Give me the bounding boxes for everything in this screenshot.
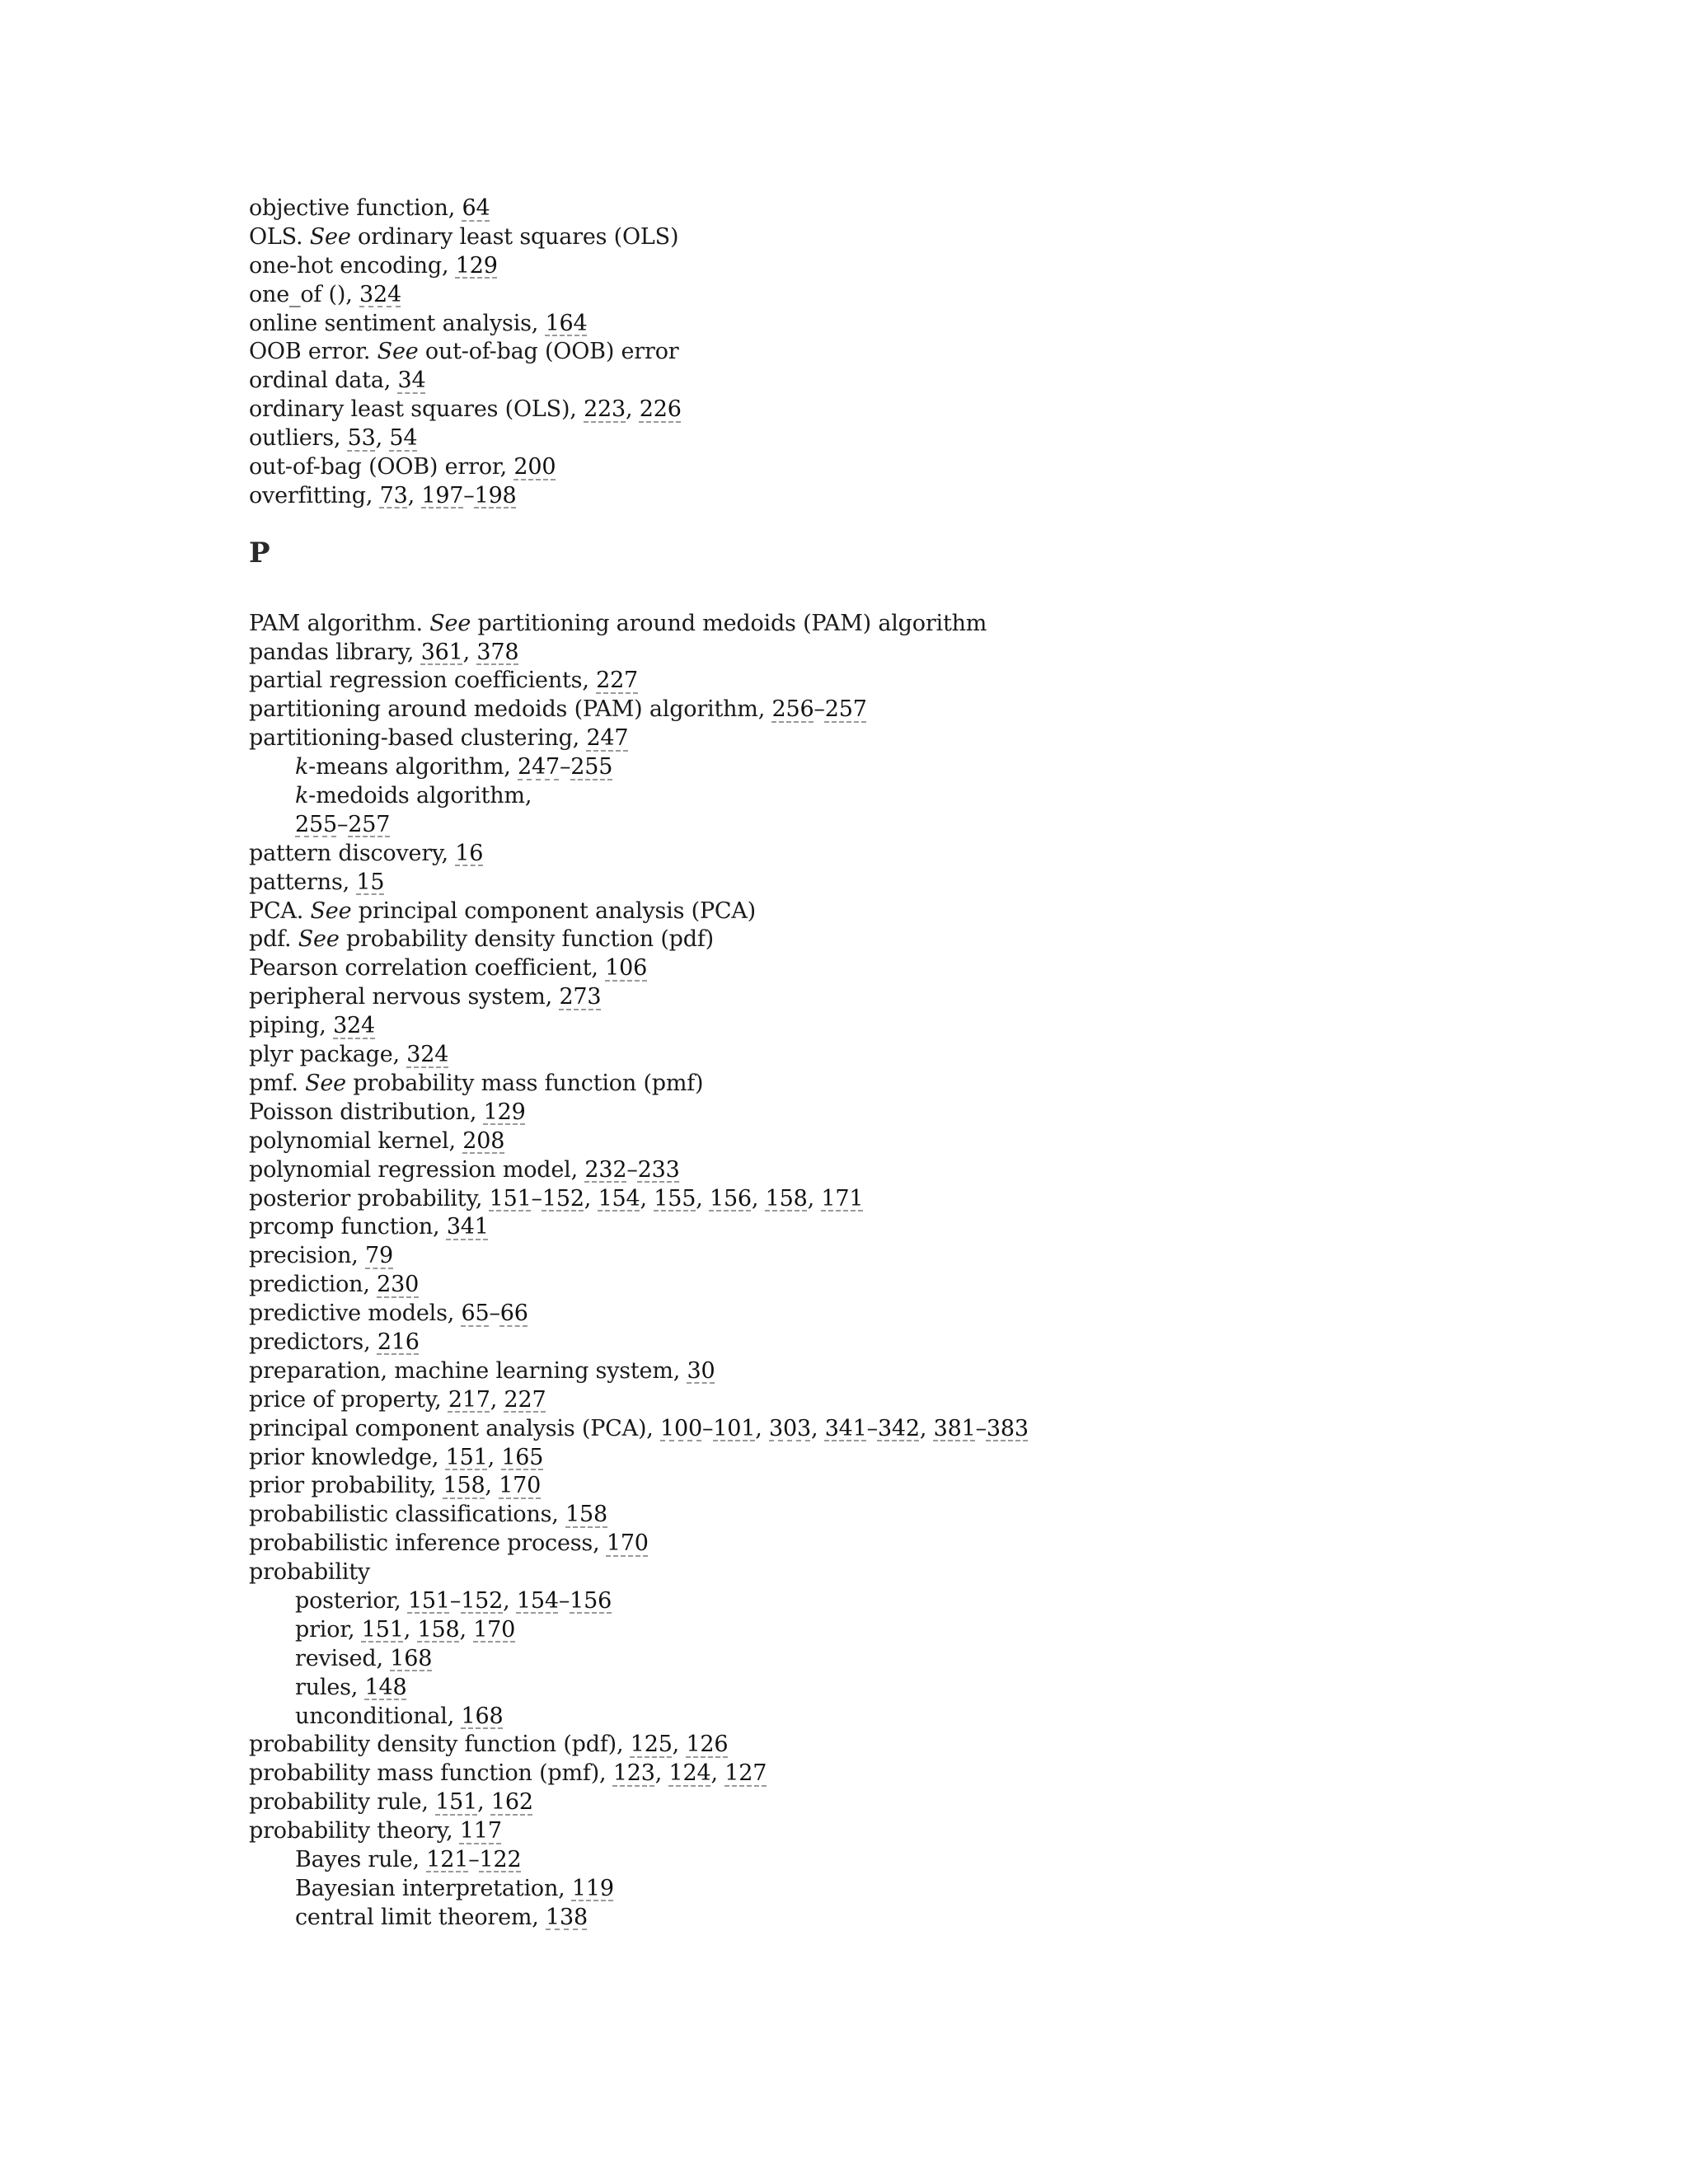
- entry-text: ,: [477, 1789, 491, 1816]
- index-entry: [249, 424, 1485, 453]
- entry-text: probability: [249, 1559, 370, 1586]
- index-entry: [249, 1817, 1485, 1846]
- entry-text: posterior,: [295, 1587, 408, 1614]
- entry-text: –: [468, 1846, 480, 1872]
- index-entry: [249, 1788, 1485, 1817]
- page-link[interactable]: 378: [476, 639, 519, 665]
- index-subentry: [249, 1587, 1485, 1616]
- index-page: [249, 194, 1485, 1933]
- entry-text: ,: [490, 1386, 504, 1413]
- entry-text: probability density function (pdf): [339, 926, 714, 953]
- page-link[interactable]: 247: [518, 754, 560, 780]
- page-link[interactable]: 232: [584, 1156, 627, 1183]
- page-link[interactable]: 64: [462, 195, 490, 221]
- italic-text: k: [295, 783, 309, 809]
- entry-text: ,: [919, 1415, 934, 1441]
- page-link[interactable]: 154: [598, 1185, 640, 1212]
- entry-text: probabilistic inference process,: [249, 1530, 607, 1557]
- page-link[interactable]: 381: [933, 1415, 976, 1441]
- index-subentry: [249, 1645, 1485, 1674]
- page-link[interactable]: 200: [513, 454, 556, 480]
- entry-text: –: [463, 482, 475, 509]
- italic-text: See: [377, 339, 419, 365]
- index-entry: [249, 194, 1485, 223]
- index-entry: [249, 1012, 1485, 1041]
- page-link[interactable]: 151: [407, 1587, 450, 1614]
- entry-text: ,: [485, 1473, 499, 1499]
- page-link[interactable]: 303: [769, 1415, 811, 1441]
- entry-text: probability theory,: [249, 1818, 460, 1844]
- page-link[interactable]: 79: [365, 1243, 393, 1269]
- index-entry: [249, 1444, 1485, 1473]
- entry-text: -medoids algorithm,: [308, 783, 532, 809]
- entry-text: –: [336, 811, 349, 837]
- entry-text: central limit theorem,: [295, 1904, 546, 1930]
- index-entry: [249, 610, 1485, 639]
- entry-text: probability rule,: [249, 1789, 436, 1816]
- page-link[interactable]: 216: [377, 1329, 420, 1355]
- page-link[interactable]: 198: [474, 482, 517, 509]
- index-entry: [249, 482, 1485, 511]
- page-link[interactable]: 257: [348, 811, 391, 837]
- page-link[interactable]: 123: [612, 1760, 655, 1787]
- index-entry: [249, 1127, 1485, 1156]
- page-link[interactable]: 223: [584, 396, 626, 423]
- page-link[interactable]: 155: [654, 1185, 696, 1212]
- entry-text: unconditional,: [295, 1703, 462, 1729]
- index-entry: [249, 1329, 1485, 1357]
- index-entry: [249, 1386, 1485, 1415]
- page-link[interactable]: 15: [356, 869, 385, 895]
- entry-text: prior knowledge,: [249, 1444, 446, 1470]
- page-link[interactable]: 324: [359, 281, 401, 307]
- entry-text: one-hot encoding,: [249, 252, 456, 279]
- index-subentry: [249, 1904, 1485, 1933]
- index-entry: [249, 696, 1485, 724]
- entry-text: Poisson distribution,: [249, 1099, 484, 1125]
- index-subentry: [249, 1875, 1485, 1904]
- index-entry: [249, 1300, 1485, 1329]
- italic-text: k: [295, 754, 309, 780]
- page-link[interactable]: 256: [771, 696, 814, 723]
- entry-text: ,: [584, 1185, 598, 1212]
- index-entry: [249, 453, 1485, 482]
- entry-text: online sentiment analysis,: [249, 310, 546, 336]
- page-link[interactable]: 227: [596, 668, 639, 694]
- entry-text: pandas library,: [249, 639, 421, 665]
- entry-text: pattern discovery,: [249, 840, 456, 866]
- page-link[interactable]: 158: [765, 1185, 808, 1212]
- entry-text: ,: [672, 1732, 687, 1758]
- page-link[interactable]: 158: [443, 1473, 485, 1499]
- index-entry: [249, 396, 1485, 424]
- entry-text: overfitting,: [249, 482, 380, 509]
- entry-text: rules,: [295, 1674, 365, 1700]
- entry-text: probability mass function (pmf),: [249, 1760, 613, 1787]
- entry-text: pmf.: [249, 1070, 306, 1096]
- entry-text: –: [449, 1587, 462, 1614]
- entry-text: posterior probability,: [249, 1185, 490, 1212]
- page-link[interactable]: 324: [406, 1042, 449, 1068]
- entry-text: Bayes rule,: [295, 1846, 427, 1872]
- entry-text: predictive models,: [249, 1301, 462, 1327]
- entry-text: peripheral nervous system,: [249, 984, 560, 1010]
- entry-text: ordinary least squares (OLS): [350, 223, 679, 250]
- index-entry: [249, 926, 1485, 954]
- page-link[interactable]: 34: [397, 368, 426, 394]
- page-link[interactable]: 156: [570, 1587, 612, 1614]
- entry-text: revised,: [295, 1645, 391, 1671]
- page-link[interactable]: 158: [417, 1616, 460, 1643]
- entry-text: prior,: [295, 1616, 362, 1643]
- entry-text: partitioning around medoids (PAM) algorithm: [471, 610, 987, 636]
- page-link[interactable]: 65: [461, 1301, 490, 1327]
- page-link[interactable]: 324: [333, 1013, 376, 1039]
- index-entry: [249, 639, 1485, 668]
- entry-text: patterns,: [249, 869, 357, 895]
- page-link[interactable]: 341: [446, 1214, 489, 1240]
- page-link[interactable]: 170: [499, 1473, 542, 1499]
- entry-text: ,: [710, 1760, 725, 1787]
- entry-text: –: [559, 754, 571, 780]
- entry-text: –: [701, 1415, 714, 1441]
- index-entry: [249, 1185, 1485, 1214]
- page-link[interactable]: 151: [435, 1789, 478, 1816]
- entry-text: ,: [375, 425, 390, 452]
- entry-text: OLS.: [249, 223, 310, 250]
- page-link[interactable]: 168: [390, 1645, 433, 1671]
- page-link[interactable]: 170: [473, 1616, 516, 1643]
- index-subentry: [249, 1674, 1485, 1703]
- index-entry: [249, 840, 1485, 869]
- entry-text: outliers,: [249, 425, 348, 452]
- entry-text: ordinal data,: [249, 368, 398, 394]
- index-entry: [249, 898, 1485, 926]
- entry-text: partial regression coefficients,: [249, 668, 597, 694]
- index-entry: [249, 252, 1485, 281]
- index-entry: [249, 1472, 1485, 1501]
- entry-text: –: [814, 696, 825, 723]
- entry-text: ,: [751, 1185, 766, 1212]
- page-link[interactable]: 54: [389, 425, 418, 452]
- index-entry: [249, 1558, 1485, 1587]
- italic-text: See: [310, 898, 352, 924]
- entry-text: one_of (),: [249, 281, 359, 307]
- page-link[interactable]: 152: [461, 1587, 504, 1614]
- entry-text: –: [975, 1415, 987, 1441]
- index-entry: [249, 1242, 1485, 1271]
- page-link[interactable]: 171: [821, 1185, 864, 1212]
- entry-text: ,: [407, 482, 422, 509]
- page-link[interactable]: 16: [455, 840, 484, 866]
- index-entry: [249, 1271, 1485, 1300]
- index-entry: [249, 954, 1485, 983]
- page-link[interactable]: 73: [379, 482, 408, 509]
- page-link[interactable]: 100: [660, 1415, 702, 1441]
- italic-text: See: [309, 223, 351, 250]
- page-link[interactable]: 197: [421, 482, 464, 509]
- page-link[interactable]: 255: [295, 811, 337, 837]
- page-link[interactable]: 208: [462, 1127, 505, 1154]
- page-link[interactable]: 127: [724, 1760, 767, 1787]
- index-entry: [249, 724, 1485, 753]
- entry-text: –: [531, 1185, 542, 1212]
- entry-text: pdf.: [249, 926, 298, 953]
- page-link[interactable]: 162: [490, 1789, 533, 1816]
- index-entry: [249, 310, 1485, 339]
- entry-text: polynomial regression model,: [249, 1156, 585, 1183]
- entry-text: ,: [640, 1185, 654, 1212]
- page-link[interactable]: 383: [986, 1415, 1029, 1441]
- page-link[interactable]: 129: [483, 1099, 526, 1125]
- index-entry: [249, 1760, 1485, 1788]
- index-entry: [249, 1213, 1485, 1242]
- page-link[interactable]: 129: [455, 252, 498, 279]
- entry-text: –: [626, 1156, 638, 1183]
- entry-text: piping,: [249, 1013, 334, 1039]
- entry-text: probability mass function (pmf): [345, 1070, 704, 1096]
- page-link[interactable]: 151: [361, 1616, 404, 1643]
- page-link[interactable]: 53: [347, 425, 376, 452]
- entry-text: partitioning around medoids (PAM) algorithm,: [249, 696, 772, 723]
- page-link[interactable]: 138: [546, 1904, 588, 1930]
- entry-text: objective function,: [249, 195, 462, 221]
- entry-text: probability density function (pdf),: [249, 1732, 631, 1758]
- index-subentry: [249, 782, 1485, 811]
- page-link[interactable]: 119: [571, 1875, 614, 1901]
- index-subentry: [249, 1846, 1485, 1875]
- entry-text: plyr package,: [249, 1042, 407, 1068]
- index-entry: [249, 869, 1485, 898]
- index-entry: [249, 667, 1485, 696]
- page-link[interactable]: 341: [824, 1415, 867, 1441]
- index-entry: [249, 1070, 1485, 1099]
- entry-text: ordinary least squares (OLS),: [249, 396, 584, 423]
- page-link[interactable]: 122: [479, 1846, 522, 1872]
- page-link[interactable]: 342: [877, 1415, 920, 1441]
- index-entry: [249, 223, 1485, 252]
- entry-text: -means algorithm,: [308, 754, 518, 780]
- section-heading: P: [249, 536, 270, 569]
- page-link[interactable]: 101: [713, 1415, 756, 1441]
- page-link[interactable]: 156: [709, 1185, 752, 1212]
- page-link[interactable]: 151: [445, 1444, 488, 1470]
- index-subentry: [249, 811, 1485, 840]
- entry-text: prediction,: [249, 1272, 377, 1298]
- page-link[interactable]: 257: [824, 696, 867, 723]
- entry-text: ,: [807, 1185, 822, 1212]
- index-entry: [249, 1731, 1485, 1760]
- entry-text: predictors,: [249, 1329, 377, 1355]
- entry-text: ,: [462, 639, 477, 665]
- entry-text: ,: [487, 1444, 502, 1470]
- index-entry: [249, 338, 1485, 367]
- entry-text: price of property,: [249, 1386, 448, 1413]
- page-link[interactable]: 273: [559, 984, 602, 1010]
- entry-text: prcomp function,: [249, 1214, 447, 1240]
- entry-text: Pearson correlation coefficient,: [249, 955, 606, 982]
- page-link[interactable]: 165: [501, 1444, 544, 1470]
- page-link[interactable]: 30: [687, 1357, 715, 1384]
- index-entry: [249, 1041, 1485, 1070]
- entry-text: out-of-bag (OOB) error,: [249, 454, 514, 480]
- italic-text: See: [298, 926, 340, 953]
- index-entry: [249, 983, 1485, 1012]
- page-link[interactable]: 66: [499, 1301, 528, 1327]
- page-link[interactable]: 126: [686, 1732, 729, 1758]
- entry-text: PCA.: [249, 898, 311, 924]
- index-subentry: [249, 1703, 1485, 1732]
- page-link[interactable]: 227: [504, 1386, 546, 1413]
- entry-text: OOB error.: [249, 339, 377, 365]
- page-link[interactable]: 158: [565, 1502, 607, 1528]
- entry-text: ,: [459, 1616, 474, 1643]
- index-subentry: [249, 753, 1485, 782]
- entry-text: ,: [810, 1415, 825, 1441]
- entry-text: probabilistic classifications,: [249, 1502, 566, 1528]
- entry-text: ,: [403, 1616, 418, 1643]
- page-link[interactable]: 152: [542, 1185, 584, 1212]
- entry-text: ,: [755, 1415, 769, 1441]
- index-entry: [249, 1530, 1485, 1558]
- entry-text: –: [489, 1301, 500, 1327]
- page-link[interactable]: 217: [448, 1386, 490, 1413]
- page-link[interactable]: 121: [426, 1846, 469, 1872]
- index-entry: [249, 281, 1485, 310]
- index-entry: [249, 1501, 1485, 1530]
- italic-text: See: [429, 610, 471, 636]
- entry-text: principal component analysis (PCA): [351, 898, 757, 924]
- page-link[interactable]: 255: [570, 754, 613, 780]
- entry-text: ,: [654, 1760, 669, 1787]
- index-subentry: [249, 1616, 1485, 1645]
- page-link[interactable]: 151: [489, 1185, 532, 1212]
- page-link[interactable]: 125: [630, 1732, 673, 1758]
- index-entry: [249, 367, 1485, 396]
- entry-text: ,: [696, 1185, 710, 1212]
- entry-text: principal component analysis (PCA),: [249, 1415, 661, 1441]
- page-link[interactable]: 230: [377, 1272, 420, 1298]
- page-link[interactable]: 170: [606, 1530, 649, 1557]
- page-link[interactable]: 233: [637, 1156, 680, 1183]
- entry-text: –: [558, 1587, 570, 1614]
- entry-text: PAM algorithm.: [249, 610, 430, 636]
- entry-text: out-of-bag (OOB) error: [418, 339, 679, 365]
- entry-text: partitioning-based clustering,: [249, 725, 587, 752]
- index-entry: [249, 1415, 1485, 1444]
- entry-text: precision,: [249, 1243, 366, 1269]
- index-entry: [249, 1156, 1485, 1185]
- entry-text: prior probability,: [249, 1473, 443, 1499]
- page-link[interactable]: 154: [516, 1587, 559, 1614]
- entry-text: polynomial kernel,: [249, 1127, 463, 1154]
- page-link[interactable]: 124: [668, 1760, 711, 1787]
- index-entry: [249, 1099, 1485, 1127]
- page-link[interactable]: 361: [420, 639, 463, 665]
- entry-text: –: [866, 1415, 878, 1441]
- page-link[interactable]: 164: [545, 310, 588, 336]
- italic-text: See: [305, 1070, 346, 1096]
- index-entry: [249, 1357, 1485, 1386]
- page-link[interactable]: 168: [461, 1703, 504, 1729]
- entry-text: Bayesian interpretation,: [295, 1875, 572, 1901]
- page-link[interactable]: 106: [605, 955, 648, 982]
- entry-text: ,: [503, 1587, 517, 1614]
- entry-text: ,: [626, 396, 640, 423]
- page-link[interactable]: 117: [459, 1818, 502, 1844]
- page-link[interactable]: 247: [586, 725, 629, 752]
- page-link[interactable]: 148: [364, 1674, 407, 1700]
- entry-text: preparation, machine learning system,: [249, 1357, 687, 1384]
- page-link[interactable]: 226: [639, 396, 682, 423]
